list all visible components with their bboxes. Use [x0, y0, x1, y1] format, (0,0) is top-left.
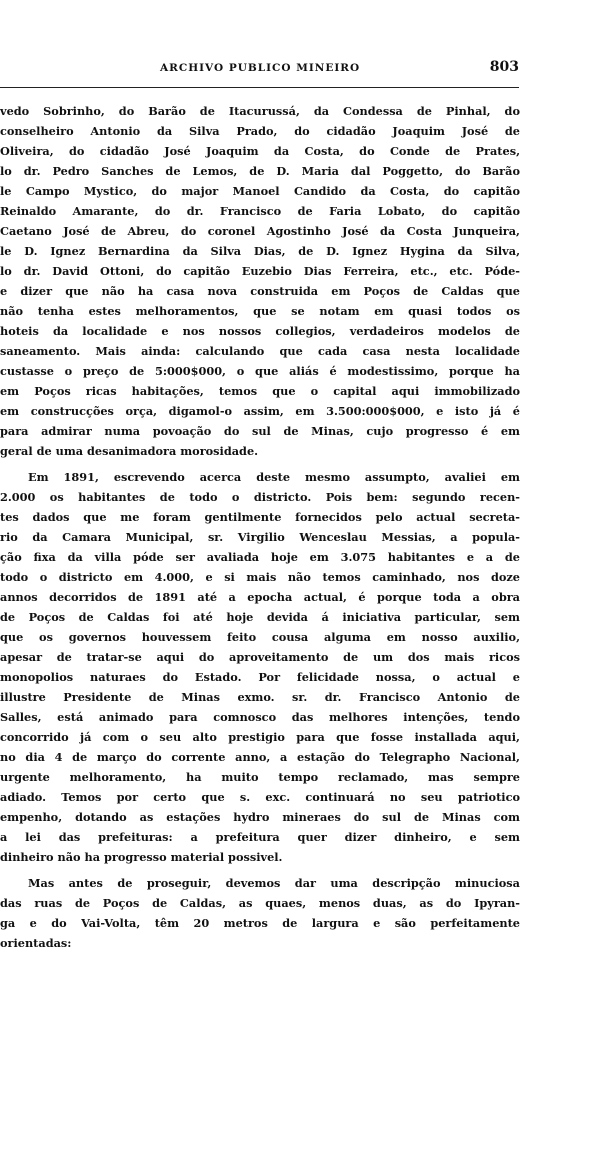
- text-line: annos decorridos de 1891 até a epocha actual, é porque toda a obra: [0, 590, 520, 604]
- text-line: le D. Ignez Bernardina da Silva Dias, de D. Ignez Hygina da Silva,: [0, 244, 520, 258]
- text-line: das ruas de Poços de Caldas, as quaes, menos duas, as do Ipyran-: [0, 896, 520, 910]
- text-line: e dizer que não ha casa nova construida em Poços de Caldas que: [0, 284, 520, 298]
- text-line: custasse o preço de 5:000$000, o que aliás é modestissimo, porque ha: [0, 364, 520, 378]
- text-line: em construcções orça, digamol-o assim, em 3.500:000$000, e isto já é: [0, 404, 520, 418]
- text-line: todo o districto em 4.000, e si mais não temos caminhado, nos doze: [0, 570, 520, 584]
- page-number: 803: [489, 59, 519, 75]
- text-line: le Campo Mystico, do major Manoel Candido da Costa, do capitão: [0, 184, 520, 198]
- text-line: não tenha estes melhoramentos, que se notam em quasi todos os: [0, 304, 520, 318]
- text-line: que os governos houvessem feito cousa alguma em nosso auxilio,: [0, 630, 520, 644]
- text-line: illustre Presidente de Minas exmo. sr. dr. Francisco Antonio de: [0, 690, 520, 704]
- text-line: lo dr. Pedro Sanches de Lemos, de D. Maria dal Poggetto, do Barão: [0, 164, 520, 178]
- text-line: dinheiro não ha progresso material possivel.: [0, 850, 283, 864]
- text-line: rio da Camara Municipal, sr. Virgilio Wenceslau Messias, a popula-: [0, 530, 520, 544]
- text-line: Caetano José de Abreu, do coronel Agostinho José da Costa Junqueira,: [0, 224, 520, 238]
- text-line: conselheiro Antonio da Silva Prado, do cidadão Joaquim José de: [0, 124, 520, 138]
- running-title: ARCHIVO PUBLICO MINEIRO: [160, 62, 361, 74]
- text-line: urgente melhoramento, ha muito tempo reclamado, mas sempre: [0, 770, 520, 784]
- text-line: lo dr. David Ottoni, do capitão Euzebio Dias Ferreira, etc., etc. Póde-: [0, 264, 520, 278]
- text-line: empenho, dotando as estações hydro mineraes do sul de Minas com: [0, 810, 520, 824]
- text-line: Mas antes de proseguir, devemos dar uma descripção minuciosa: [28, 876, 520, 890]
- text-line: 2.000 os habitantes de todo o districto. Pois bem: segundo recen-: [0, 490, 520, 504]
- text-line: Salles, está animado para comnosco das melhores intenções, tendo: [0, 710, 520, 724]
- text-line: ção fixa da villa póde ser avaliada hoje em 3.075 habitantes e a de: [0, 550, 520, 564]
- text-line: orientadas:: [0, 936, 72, 950]
- text-line: para admirar numa povoação do sul de Minas, cujo progresso é em: [0, 424, 520, 438]
- text-line: em Poços ricas habitações, temos que o capital aqui immobilizado: [0, 384, 520, 398]
- text-line: a lei das prefeituras: a prefeitura quer dizer dinheiro, e sem: [0, 830, 520, 844]
- text-line: geral de uma desanimadora morosidade.: [0, 444, 259, 458]
- text-line: vedo Sobrinho, do Barão de Itacurussá, da Condessa de Pinhal, do: [0, 104, 520, 118]
- text-line: ga e do Vai-Volta, têm 20 metros de largura e são perfeitamente: [0, 916, 520, 930]
- text-line: tes dados que me foram gentilmente fornecidos pelo actual secreta-: [0, 510, 520, 524]
- header-rule: [0, 87, 519, 88]
- page-header: [0, 59, 519, 82]
- text-line: no dia 4 de março do corrente anno, a estação do Telegrapho Nacional,: [0, 750, 520, 764]
- text-line: Reinaldo Amarante, do dr. Francisco de Faria Lobato, do capitão: [0, 204, 520, 218]
- body-text: [0, 101, 520, 953]
- text-line: apesar de tratar-se aqui do aproveitamento de um dos mais ricos: [0, 650, 520, 664]
- text-line: de Poços de Caldas foi até hoje devida á iniciativa particular, sem: [0, 610, 520, 624]
- text-line: Oliveira, do cidadão José Joaquim da Costa, do Conde de Prates,: [0, 144, 520, 158]
- text-line: adiado. Temos por certo que s. exc. continuará no seu patriotico: [0, 790, 520, 804]
- text-line: concorrido já com o seu alto prestigio para que fosse installada aqui,: [0, 730, 520, 744]
- text-line: Em 1891, escrevendo acerca deste mesmo assumpto, avaliei em: [28, 470, 520, 484]
- text-line: saneamento. Mais ainda: calculando que cada casa nesta localidade: [0, 344, 520, 358]
- text-line: hoteis da localidade e nos nossos collegios, verdadeiros modelos de: [0, 324, 520, 338]
- text-line: monopolios naturaes do Estado. Por felicidade nossa, o actual e: [0, 670, 520, 684]
